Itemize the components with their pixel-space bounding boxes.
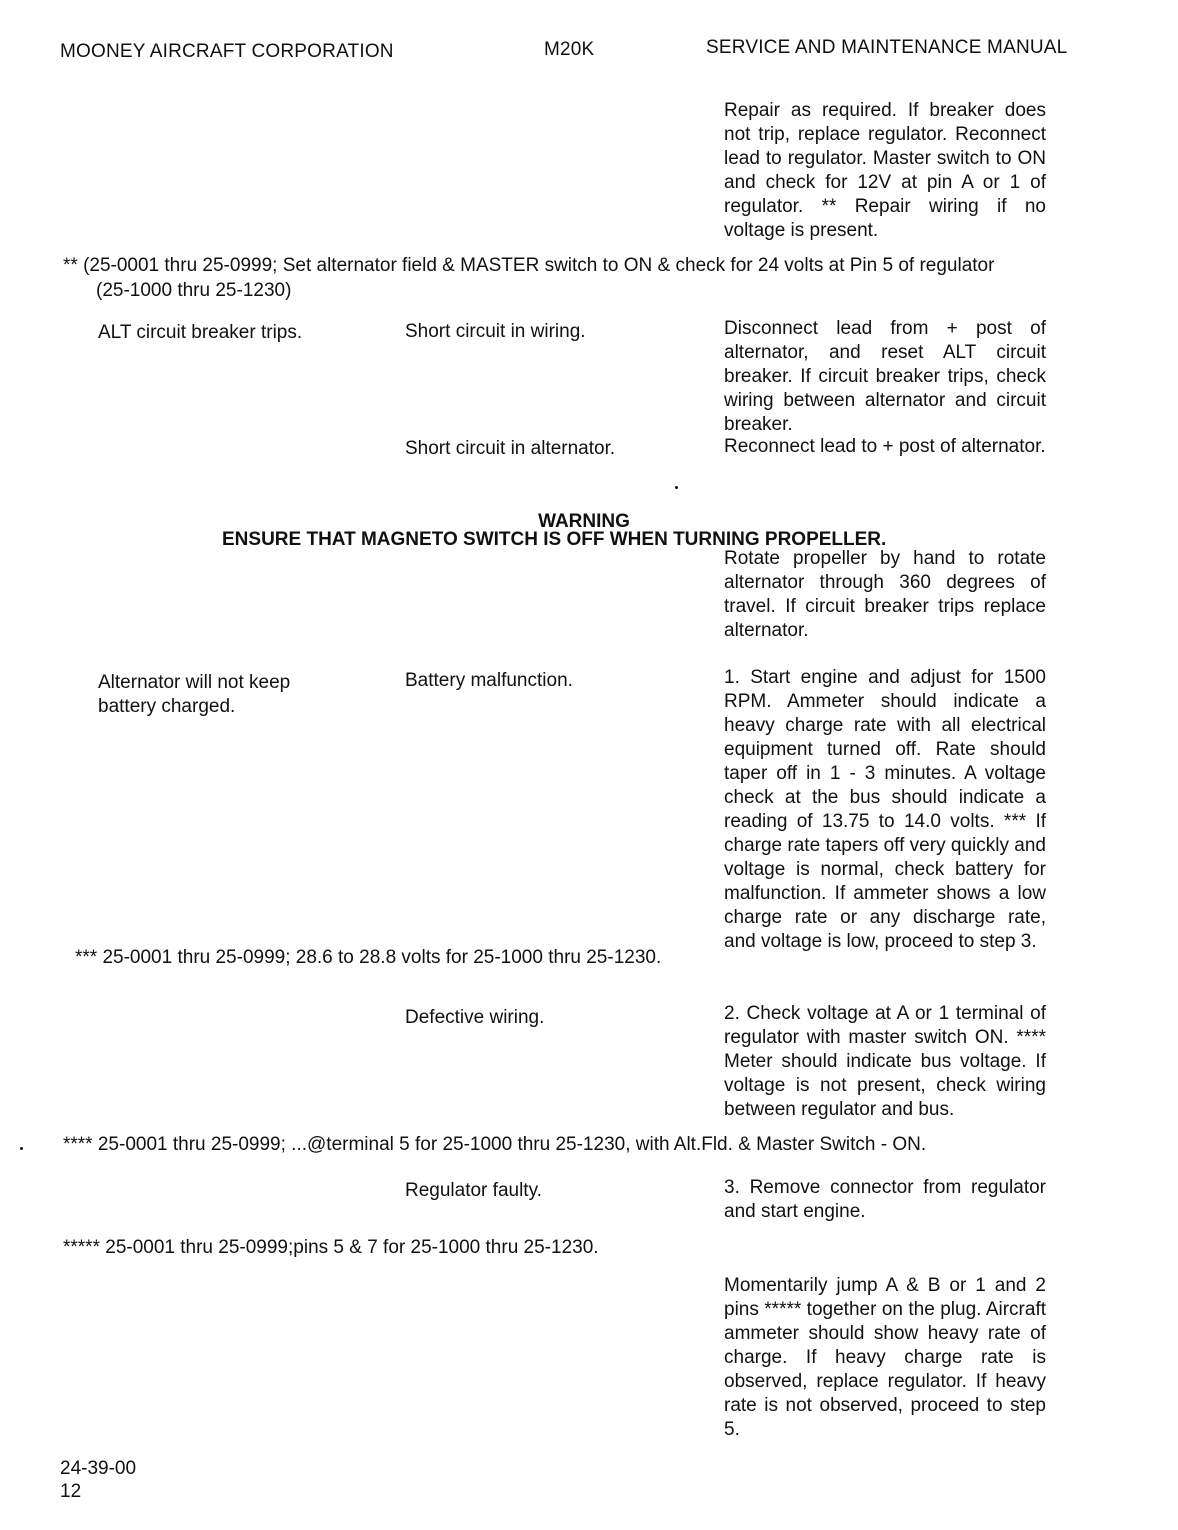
footnote-quad-star: **** 25-0001 thru 25-0999; ...@terminal 5 for 25-1000 thru 25-1230, with Alt.Fld. & Master Switch - ON.	[63, 1134, 927, 1155]
cause-battery-malfunction: Battery malfunction.	[405, 670, 573, 691]
warning-title: WARNING	[538, 511, 630, 532]
remedy-step-1: 1. Start engine and adjust for 1500 RPM. Ammeter should indicate a heavy charge rate with all electrical equipment turned off. Rate should taper off in 1 - 3 minutes. A voltage check at the bus should indicate a reading of 13.75 to 14.0 volts. *** If charge rate tapers off very quickly and voltage is normal, check battery for malfunction. If ammeter shows a low charge rate or any discharge rate, and voltage is low, proceed to step 3.	[724, 667, 1046, 952]
header-company: MOONEY AIRCRAFT CORPORATION	[60, 41, 394, 62]
cause-defective-wiring: Defective wiring.	[405, 1007, 545, 1028]
footer-section: 24-39-00	[60, 1458, 137, 1479]
cause-short-wiring: Short circuit in wiring.	[405, 321, 586, 342]
footnote-double-star: ** (25-0001 thru 25-0999; Set alternator field & MASTER switch to ON & check for 24 volts at Pin 5 of regulator	[63, 255, 995, 276]
remedy-step-2: 2. Check voltage at A or 1 terminal of regulator with master switch ON. **** Meter should indicate bus voltage. If voltage is not present, check wiring between regulator and bus.	[724, 1003, 1046, 1120]
header-model: M20K	[544, 39, 595, 60]
cause-short-alternator: Short circuit in alternator.	[405, 438, 616, 459]
remedy-momentary-jump: Momentarily jump A & B or 1 and 2 pins ***** together on the plug. Aircraft ammeter should show heavy rate of charge. If heavy charge rate is observed, replace regulator. If heavy rate is not observed, proceed to step 5.	[724, 1275, 1046, 1440]
stray-mark	[675, 486, 678, 489]
remedy-rotate-propeller: Rotate propeller by hand to rotate alternator through 360 degrees of travel. If circuit breaker trips replace alternator.	[724, 548, 1046, 641]
remedy-disconnect-lead: Disconnect lead from + post of alternator, and reset ALT circuit breaker. If circuit breaker trips, check wiring between alternator and circuit breaker.	[724, 318, 1046, 435]
warning-text: ENSURE THAT MAGNETO SWITCH IS OFF WHEN TURNING PROPELLER.	[222, 529, 887, 550]
cause-regulator-faulty: Regulator faulty.	[405, 1180, 542, 1201]
footnote-five-star: ***** 25-0001 thru 25-0999;pins 5 & 7 for 25-1000 thru 25-1230.	[63, 1237, 599, 1258]
footer-page-number: 12	[60, 1481, 82, 1502]
footnote-double-star-cont: (25-1000 thru 25-1230)	[96, 280, 292, 301]
footnote-triple-star: *** 25-0001 thru 25-0999; 28.6 to 28.8 volts for 25-1000 thru 25-1230.	[75, 947, 662, 968]
header-manual-title: SERVICE AND MAINTENANCE MANUAL	[706, 37, 1068, 58]
trouble-alt-breaker: ALT circuit breaker trips.	[98, 322, 303, 343]
remedy-reconnect-lead: Reconnect lead to + post of alternator.	[724, 436, 1046, 457]
remedy-step-3: 3. Remove connector from regulator and start engine.	[724, 1177, 1046, 1222]
stray-mark-left	[20, 1147, 23, 1150]
trouble-not-charging: Alternator will not keep battery charged.	[98, 672, 291, 717]
remedy-repair: Repair as required. If breaker does not trip, replace regulator. Reconnect lead to regulator. Master switch to ON and check for 12V at pin A or 1 of regulator. ** Repair wiring if no voltage is present.	[724, 100, 1046, 241]
